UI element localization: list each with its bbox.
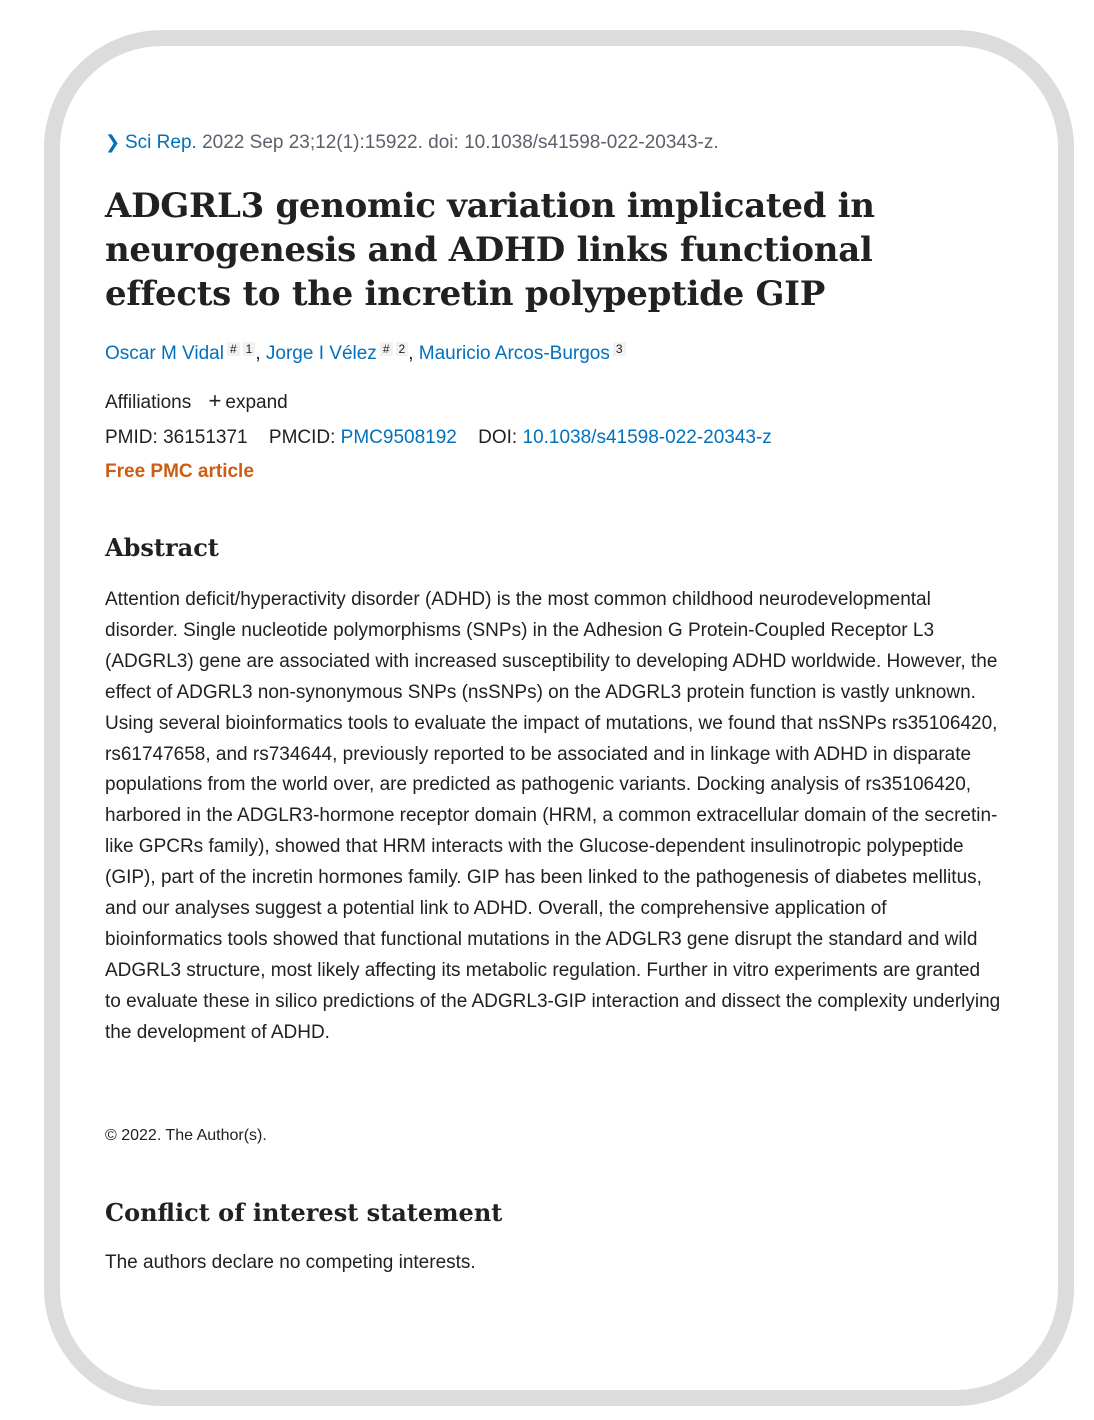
author-list: [105, 342, 626, 365]
conflict-text: The authors declare no competing interests.: [105, 1252, 476, 1273]
equal-contribution-mark[interactable]: #: [380, 342, 393, 356]
copyright-text: © 2022. The Author(s).: [105, 1127, 267, 1144]
citation-line: [105, 132, 719, 154]
affiliations-toggle[interactable]: [197, 388, 288, 413]
pmcid-link[interactable]: PMC9508192: [340, 427, 457, 448]
abstract-text: Attention deficit/hyperactivity disorder (ADHD) is the most common childhood neurodevelopmental disorder. Single nucleotide polymorphisms (SNPs) in the Adhesion G Protein-Coupled Receptor L3 (ADGRL3) gene are associated with increased susceptibility to developing ADHD worldwide. However, the effect of ADGRL3 non-synonymous SNPs (nsSNPs) on the ADGRL3 protein function is vastly unknown. Using several bioinformatics tools to evaluate the impact of mutations, we found that nsSNPs rs35106420, rs61747658, and rs734644, previously reported to be associated and in linkage with ADHD in disparate populations from the world over, are predicted as pathogenic variants. Docking analysis of rs35106420, harbored in the ADGLR3-hormone receptor domain (HRM, a common extracellular domain of the secretin-like GPCRs family), showed that HRM interacts with the Glucose-dependent insulinotropic polypeptide (GIP), part of the incretin hormones family. GIP has been linked to the pathogenesis of diabetes mellitus, and our analyses suggest a potential link to ADHD. Overall, the comprehensive application of bioinformatics tools showed that functional mutations in the ADGLR3 gene disrupt the standard and wild ADGRL3 structure, most likely affecting its metabolic regulation. Further in vitro experiments are granted to evaluate these in silico predictions of the ADGRL3-GIP interaction and dissect the complexity underlying the development of ADHD.: [105, 589, 1001, 1043]
equal-contribution-mark[interactable]: #: [227, 342, 240, 356]
affiliation-ref[interactable]: 3: [613, 342, 626, 356]
doi-label: DOI:: [478, 427, 518, 448]
author-link[interactable]: Mauricio Arcos-Burgos: [418, 343, 610, 364]
author-separator: ,: [408, 343, 419, 364]
identifiers-row: [105, 427, 772, 449]
chevron-right-icon[interactable]: ❯: [105, 132, 121, 152]
conflict-heading: Conflict of interest statement: [105, 1198, 503, 1227]
affiliations-label: Affiliations: [105, 392, 192, 413]
pmid-label: PMID:: [105, 427, 158, 448]
citation-details: 2022 Sep 23;12(1):15922. doi: 10.1038/s41598-022-20343-z.: [202, 132, 719, 153]
doi-link[interactable]: 10.1038/s41598-022-20343-z: [522, 427, 772, 448]
abstract-heading: Abstract: [105, 533, 219, 562]
author-separator: ,: [255, 343, 266, 364]
author-link[interactable]: Jorge I Vélez: [265, 343, 377, 364]
plus-icon[interactable]: +: [208, 388, 222, 413]
free-pmc-badge: Free PMC article: [105, 461, 254, 482]
pmid-value: 36151371: [163, 427, 248, 448]
article-title: ADGRL3 genomic variation implicated in neurogenesis and ADHD links functional effects to the incretin polypeptide GIP: [105, 186, 875, 314]
affiliations-row: [105, 388, 288, 414]
expand-label[interactable]: expand: [225, 392, 288, 413]
pmcid-label: PMCID:: [268, 427, 336, 448]
affiliation-ref[interactable]: 1: [243, 342, 256, 356]
journal-link[interactable]: Sci Rep.: [125, 132, 197, 153]
affiliation-ref[interactable]: 2: [396, 342, 409, 356]
author-link[interactable]: Oscar M Vidal: [105, 343, 224, 364]
